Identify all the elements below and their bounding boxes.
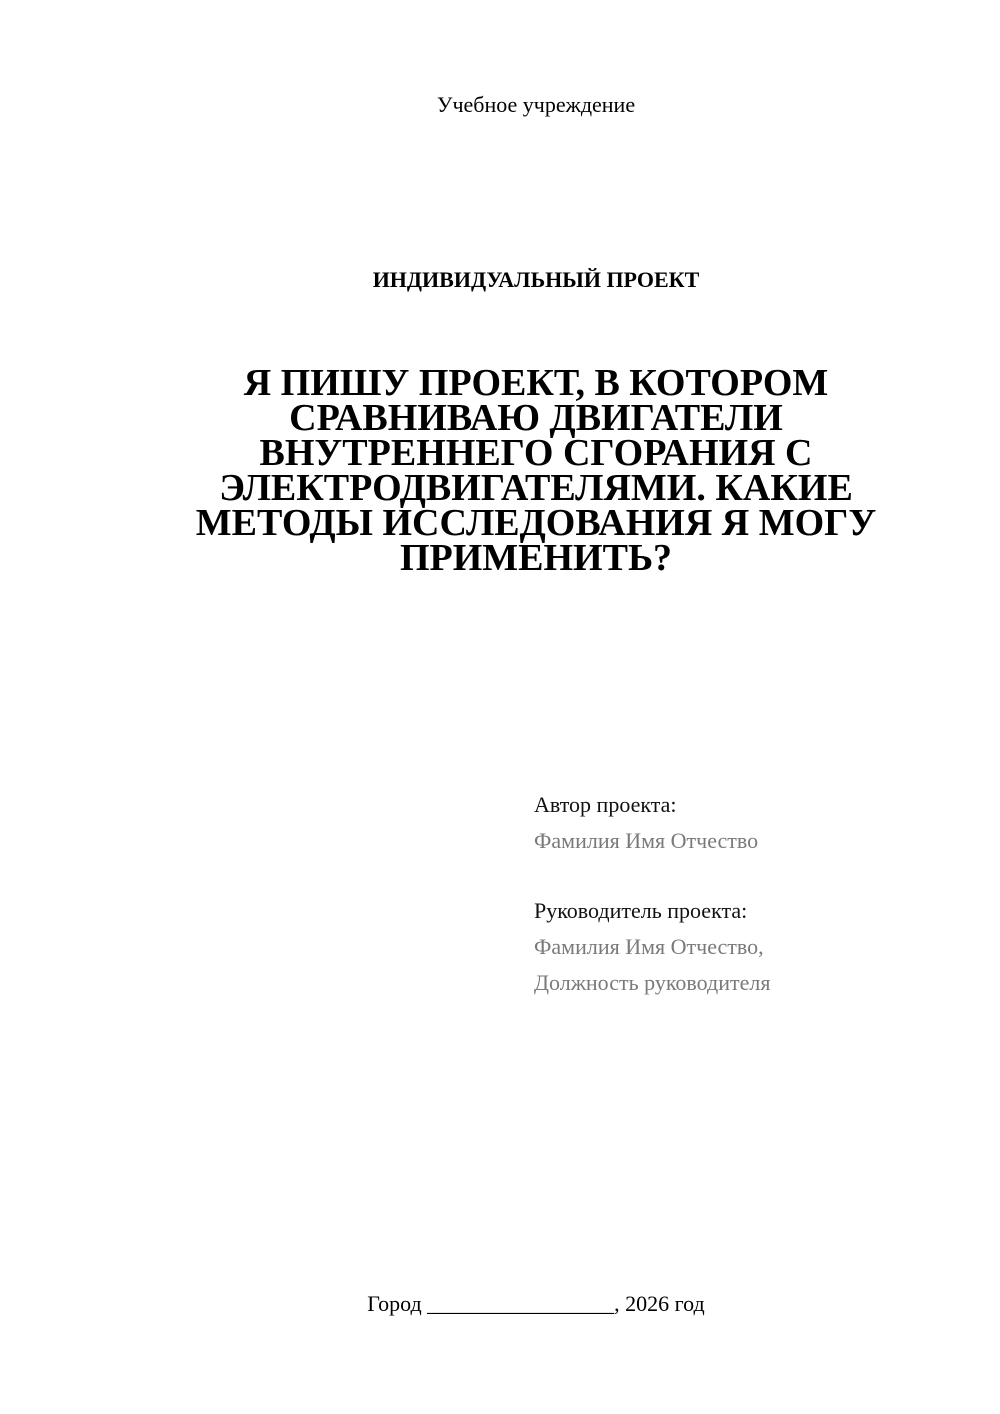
author-name: Фамилия Имя Отчество	[534, 828, 759, 853]
institution-name: Учебное учреждение	[436, 92, 636, 117]
credits-block	[534, 787, 974, 1001]
project-title-line: Я ПИШУ ПРОЕКТ, В КОТОРОМ	[243, 362, 829, 404]
project-title-line: ВНУТРЕННЕГО СГОРАНИЯ С	[259, 432, 813, 474]
project-title-line: ЭЛЕКТРОДВИГАТЕЛЯМИ. КАКИЕ	[219, 467, 853, 509]
project-title-line: ПРИМЕНИТЬ?	[399, 537, 673, 579]
supervisor-name: Фамилия Имя Отчество,	[534, 934, 764, 959]
credits-spacer	[534, 859, 974, 893]
author-label: Автор проекта:	[534, 792, 677, 817]
project-type-heading: ИНДИВИДУАЛЬНЫЙ ПРОЕКТ	[372, 267, 700, 292]
project-title-line: МЕТОДЫ ИССЛЕДОВАНИЯ Я МОГУ	[195, 502, 877, 544]
project-title-line: СРАВНИВАЮ ДВИГАТЕЛИ	[289, 397, 783, 439]
supervisor-position: Должность руководителя	[534, 970, 771, 995]
supervisor-label: Руководитель проекта:	[534, 898, 748, 923]
city-year-line: Город _________________, 2026 год	[367, 1291, 705, 1316]
project-title	[150, 362, 922, 579]
